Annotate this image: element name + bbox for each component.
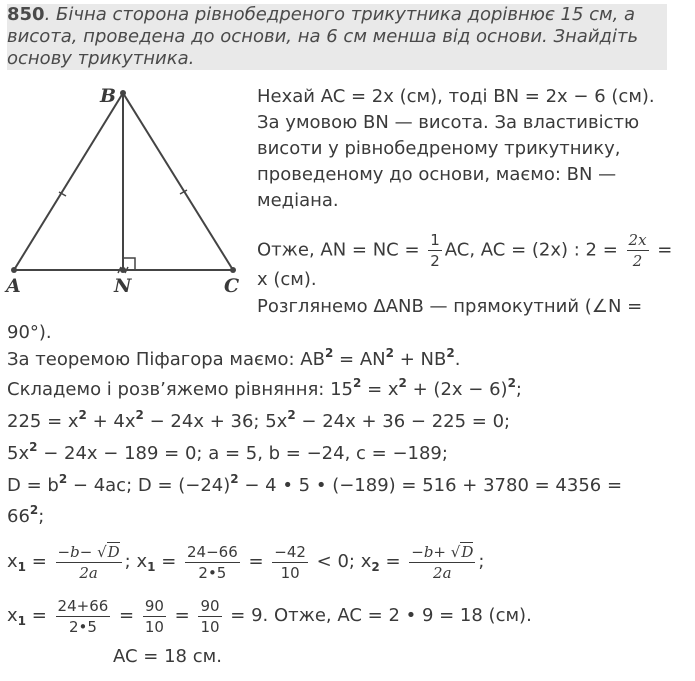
vertex-b <box>120 90 126 96</box>
answer-line: AC = 18 см. <box>113 646 222 667</box>
fraction-one-half: $\frac{1}{2}$ <box>430 231 440 270</box>
fraction-minus-42: $\frac{-42}{10}$ <box>274 542 306 582</box>
solution-line-14: $D = b^2 - 4ac$; $D = (-24)^2 - 4$ • 5 • (−189) = 516 + 3780 = 4356 = <box>7 472 623 496</box>
label-b: B <box>100 85 117 107</box>
solution-line-7: x (см). <box>257 269 317 290</box>
solution-line-4: проведеному до основи, маємо: BN — <box>257 164 617 185</box>
solution-line-15: $66^2$; <box>7 503 45 527</box>
solution-line-6: Отже, AN = NC = $\frac{1}{2}$ AC, AC = (2x) : 2 = $\frac{2x}{2}$ = <box>257 231 673 270</box>
solution-line-13: $5x^2 - 24x - 189 = 0$; a = 5, b = −24, c = −189; <box>7 440 448 464</box>
vertex-a <box>11 267 17 273</box>
solution-line-2: За умовою BN — висота. За властивістю <box>257 112 640 133</box>
label-c: C <box>224 275 240 295</box>
fraction-2x-over-2: $\frac{2x}{2}$ <box>628 231 647 270</box>
problem-text-line-3: основу трикутника. <box>7 48 195 69</box>
vertex-c <box>230 267 236 273</box>
problem-statement <box>7 4 667 70</box>
fraction-90-over-10-a: $\frac{90}{10}$ <box>144 596 164 636</box>
fraction-90-over-10-b: $\frac{90}{10}$ <box>200 596 220 636</box>
solution-line-12: $225 = x^2 + 4x^2 - 24x + 36$; $5x^2 - 24x + 36 - 225 = 0$; <box>7 408 511 432</box>
solution-line-10: За теоремою Піфагора маємо: $AB^2 = AN^2 + NB^2$. <box>7 346 461 370</box>
problem-number: 850 <box>7 4 45 25</box>
side-ab <box>14 93 123 270</box>
point-n <box>120 267 126 273</box>
solution-line-1: Нехай AC = 2x (см), тоді BN = 2x − 6 (см). <box>257 86 655 107</box>
fraction-24-plus-66: $\frac{24+66}{2•5}$ <box>57 596 109 636</box>
fraction-quadratic-root-plus: $\frac{-b+ √D}{2a}$ <box>411 542 474 582</box>
solution-line-5: медіана. <box>257 190 339 211</box>
solution-line-3: висоти у рівнобедреному трикутнику, <box>257 138 621 159</box>
solution-line-17: $x_1$ = $\frac{24+66}{2•5}$ = $\frac{90}{10}$ = $\frac{90}{10}$ = 9. Отже, AC = 2 • 9 = 18 (см). <box>7 596 532 636</box>
solution-line-9: 90°). <box>7 322 52 343</box>
label-n: N <box>114 275 132 295</box>
problem-text-line-1: . Бічна сторона рівнобедреного трикутника дорівнює 15 см, а <box>44 4 636 25</box>
solution-line-8: Розглянемо ΔANB — прямокутний (∠N = <box>257 296 643 317</box>
fraction-quadratic-root-minus: $\frac{-b- √D}{2a}$ <box>57 542 120 582</box>
solution-line-16: $x_1$ = $\frac{-b- √D}{2a}$ ; $x_1$ = $\frac{24-66}{2•5}$ = $\frac{-42}{10}$ < 0; $x_2$ = $\frac{-b+ √D}{2a}$ ; <box>7 542 485 582</box>
side-bc <box>123 93 233 270</box>
fraction-24-minus-66: $\frac{24-66}{2•5}$ <box>187 542 238 582</box>
problem-text-line-2: висота, проведена до основи, на 6 см менша від основи. Знайдіть <box>7 26 639 47</box>
triangle-figure <box>0 80 250 295</box>
label-a: A <box>6 275 21 295</box>
solution-line-11: Складемо і розв’яжемо рівняння: $15^2 = x^2 + (2x - 6)^2$; <box>7 376 522 400</box>
